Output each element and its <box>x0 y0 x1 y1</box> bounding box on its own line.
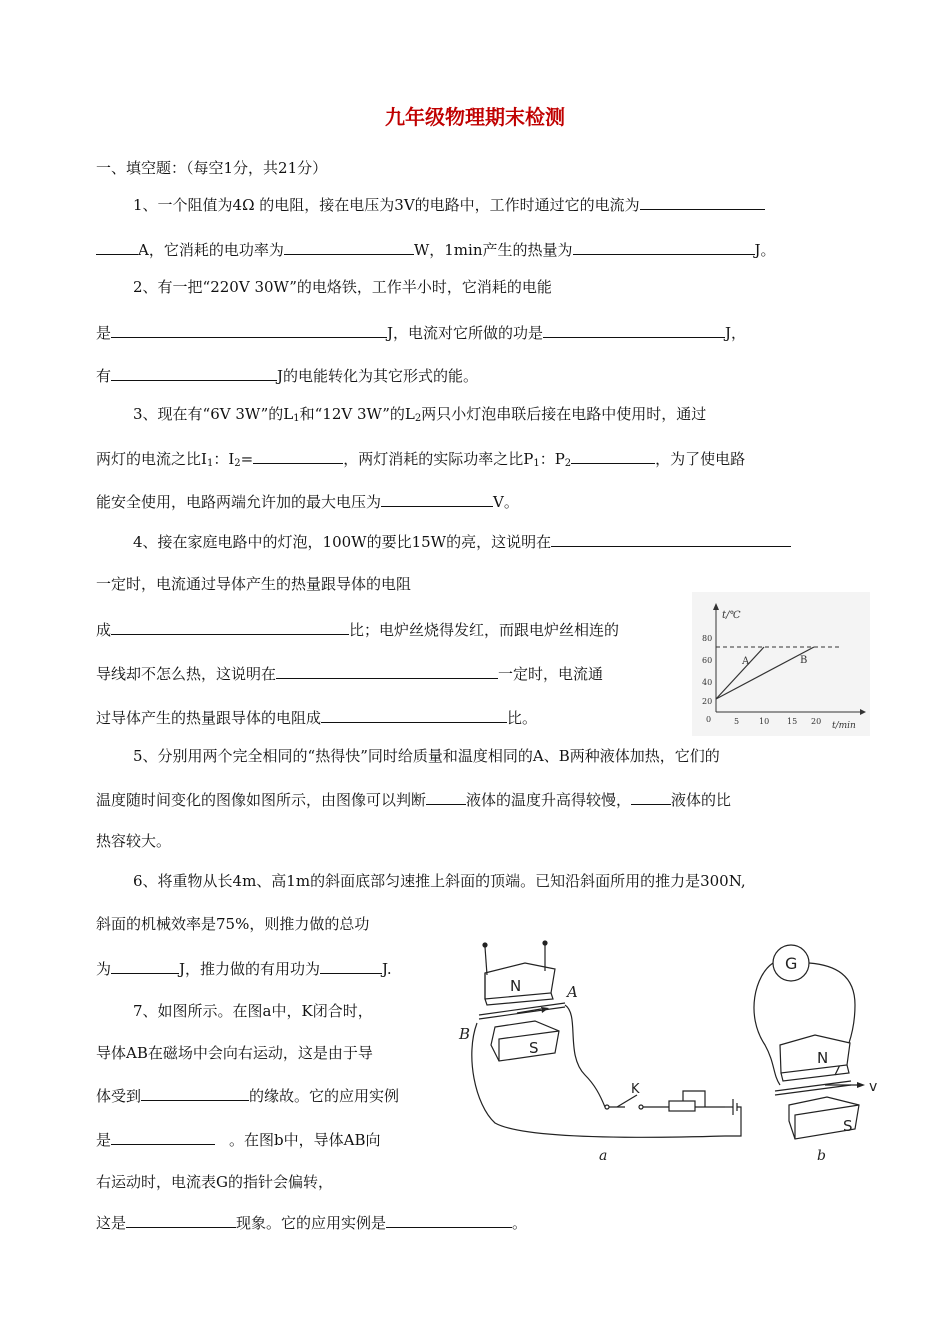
q3-text: = <box>240 450 254 468</box>
q7-text: 。在图b中，导体AB向 <box>229 1131 381 1149</box>
q4-line4 <box>96 662 603 684</box>
q6-line3 <box>96 957 392 979</box>
q7-text: 。 <box>512 1214 528 1232</box>
q5-line3: 热容较大。 <box>96 832 172 850</box>
q5-text: 温度随时间变化的图像如图所示，由图像可以判断 <box>96 791 427 809</box>
q7-blank-application2[interactable] <box>386 1211 512 1228</box>
graph-x-tick: 10 <box>759 717 770 726</box>
q3-sub: 2 <box>234 458 241 469</box>
q4-text: 比。 <box>507 709 538 727</box>
q6-blank-useful-work[interactable] <box>320 957 382 974</box>
q6-text: 为 <box>96 960 112 978</box>
q7-blank-force[interactable] <box>141 1084 249 1101</box>
q4-text: 过导体产生的热量跟导体的电阻成 <box>96 709 322 727</box>
q7-text: 这是 <box>96 1214 127 1232</box>
section-heading: 一、填空题：（每空1分，共21分） <box>96 159 328 177</box>
q3-text: 两只小灯泡串联后接在电路中使用时，通过 <box>421 405 707 423</box>
q2-line2 <box>96 321 746 343</box>
q7-text: 的缘故。它的应用实例 <box>249 1087 400 1105</box>
q3-sub: 1 <box>293 413 300 424</box>
q7-text: 体受到 <box>96 1087 142 1105</box>
q3-blank-power-ratio[interactable] <box>571 447 655 464</box>
q1-text: W，1min产生的热量为 <box>413 241 573 259</box>
q1-text: 1、一个阻值为4Ω 的电阻，接在电压为3V的电路中，工作时通过它的电流为 <box>133 196 640 214</box>
q4-line5 <box>96 706 537 728</box>
point-b-label: B <box>459 1025 471 1043</box>
q3-line1 <box>133 403 706 425</box>
q4-line3 <box>96 618 619 640</box>
q7-line2: 导体AB在磁场中会向右运动，这是由于导 <box>96 1044 373 1062</box>
q5-text: 液体的比 <box>671 791 732 809</box>
q6-line1: 6、将重物从长4m、高1m的斜面底部匀速推上斜面的顶端。已知沿斜面所用的推力是300N, <box>133 872 746 890</box>
graph-y-tick: 40 <box>702 678 713 687</box>
q4-blank-current[interactable] <box>276 662 498 679</box>
q1-blank-heat[interactable] <box>573 238 755 255</box>
graph-label-a: A <box>742 656 750 667</box>
q3-text: ，两灯消耗的实际功率之比P <box>343 450 534 468</box>
q3-line2 <box>96 447 745 469</box>
q2-text: 是 <box>96 324 112 342</box>
q7-line6 <box>96 1211 527 1233</box>
q7-blank-application1[interactable] <box>111 1128 215 1145</box>
electromagnetism-figure <box>455 935 895 1165</box>
graph-x-tick: 5 <box>734 717 740 726</box>
q4-blank-voltage[interactable] <box>551 530 791 547</box>
graph-label-b: B <box>800 655 808 666</box>
q1-text: A，它消耗的电功率为 <box>138 241 284 259</box>
q1-blank-current-cont[interactable] <box>96 238 138 255</box>
magnet-s-label-b: S <box>843 1117 853 1135</box>
q4-text: 比；电炉丝烧得发红，而跟电炉丝相连的 <box>349 621 620 639</box>
q3-text: 能安全使用，电路两端允许加的最大电压为 <box>96 493 382 511</box>
point-a-label: A <box>567 983 578 1001</box>
q3-text: 和“12V 3W”的L <box>299 405 415 423</box>
q3-sub: 1 <box>206 458 214 469</box>
q2-blank-convert[interactable] <box>111 364 277 381</box>
q4-line2: 一定时，电流通过导体产生的热量跟导体的电阻 <box>96 575 412 593</box>
q2-blank-work[interactable] <box>543 321 725 338</box>
q3-sub: 1 <box>533 458 540 469</box>
q4-blank-ratio2[interactable] <box>321 706 507 723</box>
q5-line1: 5、分别用两个完全相同的“热得快”同时给质量和温度相同的A、B两种液体加热，它们的 <box>133 747 720 765</box>
q7-line4 <box>96 1128 380 1150</box>
graph-y-label: t/℃ <box>722 610 741 621</box>
magnet-n-label-a: N <box>510 977 522 995</box>
q3-text: ：P <box>539 450 565 468</box>
q5-blank-slower[interactable] <box>426 788 466 805</box>
q3-text: ，为了使电路 <box>655 450 746 468</box>
q5-text: 液体的温度升高得较慢， <box>466 791 632 809</box>
figure-a-caption: a <box>599 1148 608 1164</box>
q3-line3 <box>96 490 519 512</box>
q1-blank-current[interactable] <box>640 193 765 210</box>
q1-text: J。 <box>754 241 776 259</box>
graph-y-tick: 80 <box>702 634 713 643</box>
q3-blank-voltage[interactable] <box>381 490 493 507</box>
q2-line3 <box>96 364 478 386</box>
q1-line1 <box>133 193 765 215</box>
q7-text: 现象。它的应用实例是 <box>236 1214 387 1232</box>
q2-line1: 2、有一把“220V 30W”的电烙铁，工作半小时，它消耗的电能 <box>133 278 552 296</box>
q3-text: 两灯的电流之比I <box>96 450 207 468</box>
magnet-s-label-a: S <box>529 1039 539 1057</box>
q6-blank-total-work[interactable] <box>111 957 179 974</box>
q4-blank-ratio1[interactable] <box>111 618 349 635</box>
graph-origin: 0 <box>706 715 712 724</box>
q7-blank-phenomenon[interactable] <box>126 1211 236 1228</box>
q2-blank-energy[interactable] <box>111 321 387 338</box>
graph-y-tick: 20 <box>702 697 713 706</box>
q2-text: J的电能转化为其它形式的能。 <box>277 367 479 385</box>
q1-line2 <box>96 238 776 260</box>
q5-line2 <box>96 788 731 810</box>
q3-sub: 2 <box>414 413 422 424</box>
q3-blank-current-ratio[interactable] <box>253 447 343 464</box>
q3-text: V。 <box>493 493 519 511</box>
q6-text: J，推力做的有用功为 <box>179 960 321 978</box>
switch-label: K <box>631 1082 640 1097</box>
q2-text: 有 <box>96 367 112 385</box>
q4-text: 4、接在家庭电路中的灯泡，100W的要比15W的亮，这说明在 <box>133 533 552 551</box>
q2-text: J， <box>725 324 747 342</box>
q7-line5: 右运动时，电流表G的指针会偏转， <box>96 1173 333 1191</box>
page-title: 九年级物理期末检测 <box>385 105 565 129</box>
q6-line2: 斜面的机械效率是75%，则推力做的总功 <box>96 915 370 933</box>
q7-line3 <box>96 1084 399 1106</box>
q5-blank-capacity[interactable] <box>631 788 671 805</box>
q4-text: 一定时，电流通 <box>498 665 604 683</box>
q3-text: 3、现在有“6V 3W”的L <box>133 405 294 423</box>
graph-x-tick: 20 <box>811 717 822 726</box>
velocity-label: v <box>869 1079 878 1095</box>
graph-x-tick: 15 <box>787 717 798 726</box>
q1-blank-power[interactable] <box>284 238 414 255</box>
figure-b-caption: b <box>817 1148 826 1164</box>
q3-text: ：I <box>213 450 235 468</box>
graph-x-label: t/min <box>832 721 856 731</box>
magnet-n-label-b: N <box>817 1049 829 1067</box>
galvanometer-label: G <box>785 954 798 973</box>
q4-text: 导线却不怎么热，这说明在 <box>96 665 277 683</box>
q4-text: 成 <box>96 621 112 639</box>
temperature-time-graph <box>692 592 870 736</box>
q7-line1: 7、如图所示。在图a中，K闭合时， <box>133 1002 373 1020</box>
q3-sub: 2 <box>564 458 572 469</box>
q2-text: J，电流对它所做的功是 <box>387 324 544 342</box>
graph-y-tick: 60 <box>702 656 713 665</box>
q7-text: 是 <box>96 1131 112 1149</box>
q6-text: J. <box>382 960 392 978</box>
q4-line1 <box>133 530 791 552</box>
